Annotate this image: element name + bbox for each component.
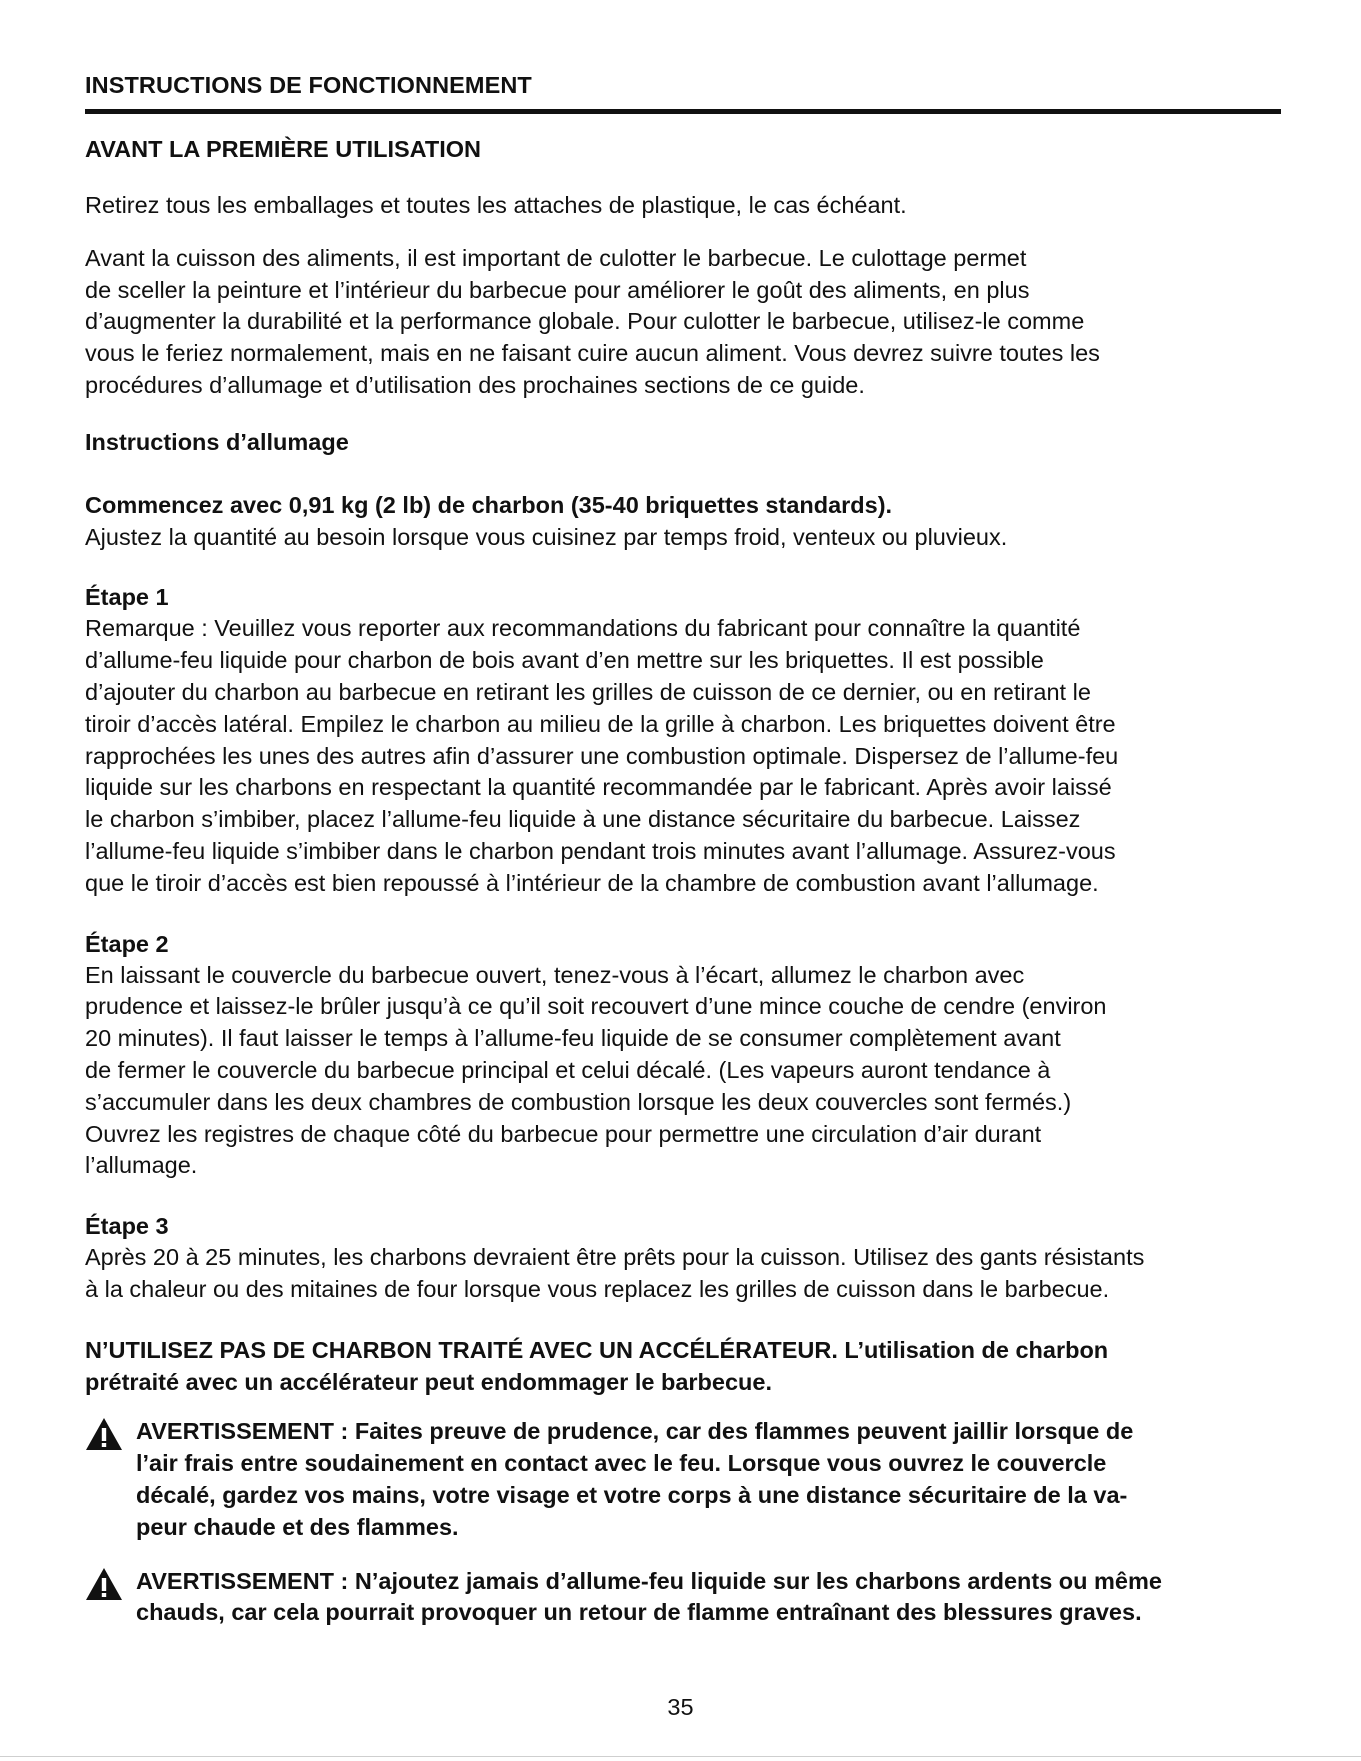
text-line: d’ajouter du charbon au barbecue en retirant les grilles de cuisson de ce dernier, ou en retirant le: [85, 678, 1091, 705]
text-line: Remarque : Veuillez vous reporter aux recommandations du fabricant pour connaître la quantité: [85, 615, 1081, 642]
warning-lighter-fluid: [85, 1566, 1281, 1630]
text-line: l’air frais entre soudainement en contact avec le feu. Lorsque vous ouvrez le couvercle: [136, 1450, 1107, 1477]
text-line: prétraité avec un accélérateur peut endommager le barbecue.: [85, 1368, 772, 1395]
text-line: d’augmenter la durabilité et la performance globale. Pour culotter le barbecue, utilisez-le comme: [85, 308, 1085, 335]
text-line: Ouvrez les registres de chaque côté du barbecue pour permettre une circulation d’air durant: [85, 1120, 1042, 1147]
text-line: peur chaude et des flammes.: [136, 1513, 459, 1540]
text-line: prudence et laissez-le brûler jusqu’à ce qu’il soit recouvert d’une mince couche de cendre (environ: [85, 993, 1107, 1020]
text-line: décalé, gardez vos mains, votre visage et votre corps à une distance sécuritaire de la va-: [136, 1481, 1128, 1508]
text-line: de fermer le couvercle du barbecue principal et celui décalé. (Les vapeurs auront tendance à: [85, 1056, 1051, 1083]
text-line: AVERTISSEMENT : N’ajoutez jamais d’allume-feu liquide sur les charbons ardents ou même: [136, 1567, 1162, 1594]
step-1-text: [85, 613, 1281, 899]
text-line: de sceller la peinture et l’intérieur du barbecue pour améliorer le goût des aliments, en plus: [85, 276, 1030, 303]
text-line: s’accumuler dans les deux chambres de combustion lorsque les deux couvercles sont fermés.): [85, 1088, 1072, 1115]
page-title: INSTRUCTIONS DE FONCTIONNEMENT: [85, 72, 532, 98]
text-line: chauds, car cela pourrait provoquer un retour de flamme entraînant des blessures graves.: [136, 1599, 1142, 1626]
warning-flames: [85, 1416, 1281, 1543]
text-line: à la chaleur ou des mitaines de four lorsque vous replacez les grilles de cuisson dans le barbecue.: [85, 1275, 1110, 1302]
warning-triangle-icon: [85, 1417, 123, 1451]
lighting-instructions-title: Instructions d’allumage: [85, 428, 349, 455]
text-line: l’allume-feu liquide s’imbiber dans le charbon pendant trois minutes avant l’allumage. Assurez-vous: [85, 837, 1116, 864]
text-line: rapprochées les unes des autres afin d’assurer une combustion optimale. Dispersez de l’allume-feu: [85, 742, 1119, 769]
text-line: 20 minutes). Il faut laisser le temps à l’allume-feu liquide de se consumer complètement avant: [85, 1025, 1061, 1052]
step-3-title: Étape 3: [85, 1213, 169, 1240]
text-line: Avant la cuisson des aliments, il est important de culotter le barbecue. Le culottage permet: [85, 244, 1027, 271]
step-2-text: [85, 960, 1281, 1183]
text-line: En laissant le couvercle du barbecue ouvert, tenez-vous à l’écart, allumez le charbon avec: [85, 961, 1025, 988]
manual-page: [85, 70, 1281, 1629]
text-line: le charbon s’imbiber, placez l’allume-feu liquide à une distance sécuritaire du barbecue. Laissez: [85, 806, 1081, 833]
text-line: procédures d’allumage et d’utilisation des prochaines sections de ce guide.: [85, 371, 865, 398]
page-number: 35: [667, 1694, 694, 1720]
step-2-title: Étape 2: [85, 930, 169, 957]
text-line: Après 20 à 25 minutes, les charbons devraient être prêts pour la cuisson. Utilisez des gants résistants: [85, 1244, 1145, 1271]
first-use-paragraph-2: [85, 243, 1281, 402]
title-rule: [85, 109, 1281, 114]
text-line: vous le feriez normalement, mais en ne faisant cuire aucun aliment. Vous devrez suivre toutes les: [85, 340, 1100, 367]
scan-edge-line: [0, 1756, 1361, 1757]
step-1-title: Étape 1: [85, 584, 169, 611]
text-line: tiroir d’accès latéral. Empilez le charbon au milieu de la grille à charbon. Les briquettes doivent être: [85, 710, 1116, 737]
accelerator-warning: [85, 1335, 1281, 1399]
text-line: l’allumage.: [85, 1152, 198, 1179]
text-line: AVERTISSEMENT : Faites preuve de prudence, car des flammes peuvent jaillir lorsque de: [136, 1418, 1134, 1445]
text-line: d’allume-feu liquide pour charbon de bois avant d’en mettre sur les briquettes. Il est possible: [85, 647, 1044, 674]
text-line: liquide sur les charbons en respectant la quantité recommandée par le fabricant. Après avoir laissé: [85, 774, 1112, 801]
text-line: que le tiroir d’accès est bien repoussé à l’intérieur de la chambre de combustion avant l’allumage.: [85, 869, 1099, 896]
first-use-paragraph-1: Retirez tous les emballages et toutes les attaches de plastique, le cas échéant.: [85, 192, 907, 218]
charcoal-amount-instruction: Commencez avec 0,91 kg (2 lb) de charbon (35-40 briquettes standards).: [85, 491, 893, 518]
charcoal-amount-note: Ajustez la quantité au besoin lorsque vous cuisinez par temps froid, venteux ou pluvieux.: [85, 523, 1008, 550]
text-line: N’UTILISEZ PAS DE CHARBON TRAITÉ AVEC UN ACCÉLÉRATEUR. L’utilisation de charbon: [85, 1336, 1109, 1363]
warning-triangle-icon: [85, 1567, 123, 1601]
first-use-title: AVANT LA PREMIÈRE UTILISATION: [85, 136, 482, 162]
step-3-text: [85, 1242, 1281, 1306]
